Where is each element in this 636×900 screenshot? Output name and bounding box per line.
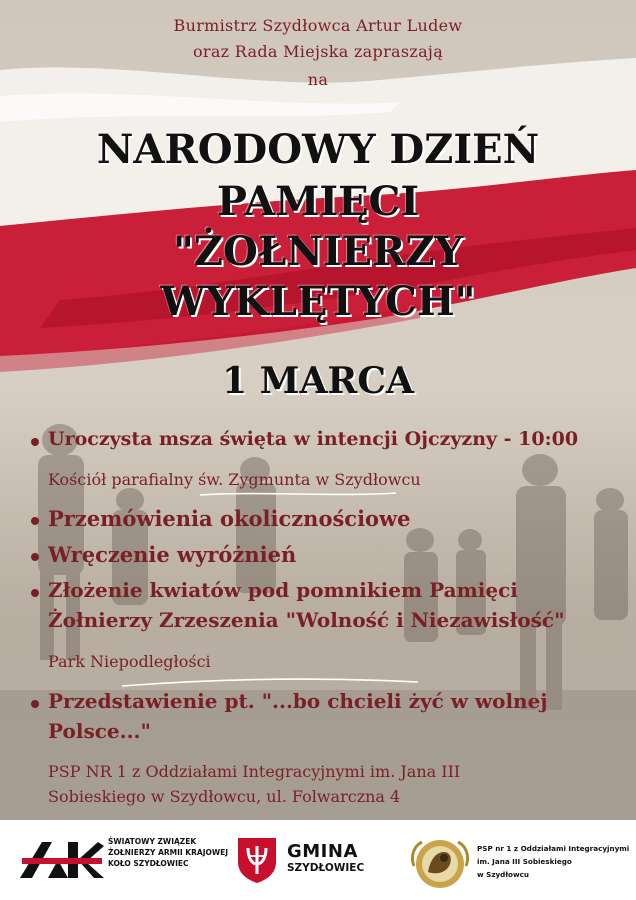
program-item-mass: Uroczysta msza święta w intencji Ojczyzny - 10:00: [48, 428, 579, 450]
psp-school-name: [477, 842, 632, 881]
psp-line-1: PSP nr 1 z Oddziałami Integracyjnymi: [477, 844, 630, 853]
gmina-subtitle: SZYDŁOWIEC: [287, 862, 365, 874]
ak-anchor-logo: [18, 838, 104, 882]
title-line-2: PAMIĘCI: [216, 178, 420, 225]
gmina-logo-text: [287, 842, 364, 875]
program-item-flowers-place: Park Niepodległości: [48, 652, 211, 671]
program-item-flowers-line-1: Złożenie kwiatów pod pomnikiem Pamięci: [48, 578, 518, 602]
gmina-title: GMINA: [287, 841, 358, 862]
ak-line-2: ŻOŁNIERZY ARMII KRAJOWEJ: [108, 848, 229, 857]
title-line-1: NARODOWY DZIEŃ: [96, 126, 540, 173]
program-item-speeches: Przemówienia okolicznościowe: [48, 506, 411, 531]
program-item-flowers-line-2: Żołnierzy Zrzeszenia "Wolność i Niezawisłość": [48, 608, 565, 632]
handwritten-underline: [198, 490, 398, 498]
psp-school-emblem-icon: [408, 836, 472, 892]
invitation-line-2: oraz Rada Miejska zapraszają: [192, 42, 444, 61]
psp-line-3: w Szydłowcu: [477, 870, 529, 879]
ak-line-1: ŚWIATOWY ZWIĄZEK: [108, 837, 197, 846]
title-line-4: WYKLĘTYCH": [160, 278, 476, 325]
event-date: 1 MARCA: [222, 360, 414, 402]
ak-line-3: KOŁO SZYDŁOWIEC: [108, 859, 189, 868]
program-item-play-line-2: Polsce...": [48, 719, 151, 743]
bullet-icon: [31, 589, 39, 597]
program-item-mass-place: Kościół parafialny św. Zygmunta w Szydłowcu: [48, 470, 421, 489]
title-line-3: "ŻOŁNIERZY: [172, 228, 464, 275]
bullet-icon: [31, 700, 39, 708]
szydlowiec-coat-of-arms-icon: [236, 836, 278, 884]
program-item-play-place-line-2: Sobieskiego w Szydłowcu, ul. Folwarczna 4: [48, 787, 401, 806]
invitation-line-3: na: [307, 70, 329, 89]
program-item-play-line-1: Przedstawienie pt. "...bo chcieli żyć w wolnej: [48, 689, 548, 713]
bullet-icon: [31, 438, 39, 446]
program-item-play-place-line-1: PSP NR 1 z Oddziałami Integracyjnymi im. Jana III: [48, 762, 461, 781]
bullet-icon: [31, 553, 39, 561]
psp-line-2: im. Jana III Sobieskiego: [477, 857, 572, 866]
program-item-awards: Wręczenie wyróżnień: [48, 542, 297, 567]
invitation-line-1: Burmistrz Szydłowca Artur Ludew: [173, 16, 463, 35]
bullet-icon: [31, 517, 39, 525]
ak-association-name: [108, 836, 238, 869]
